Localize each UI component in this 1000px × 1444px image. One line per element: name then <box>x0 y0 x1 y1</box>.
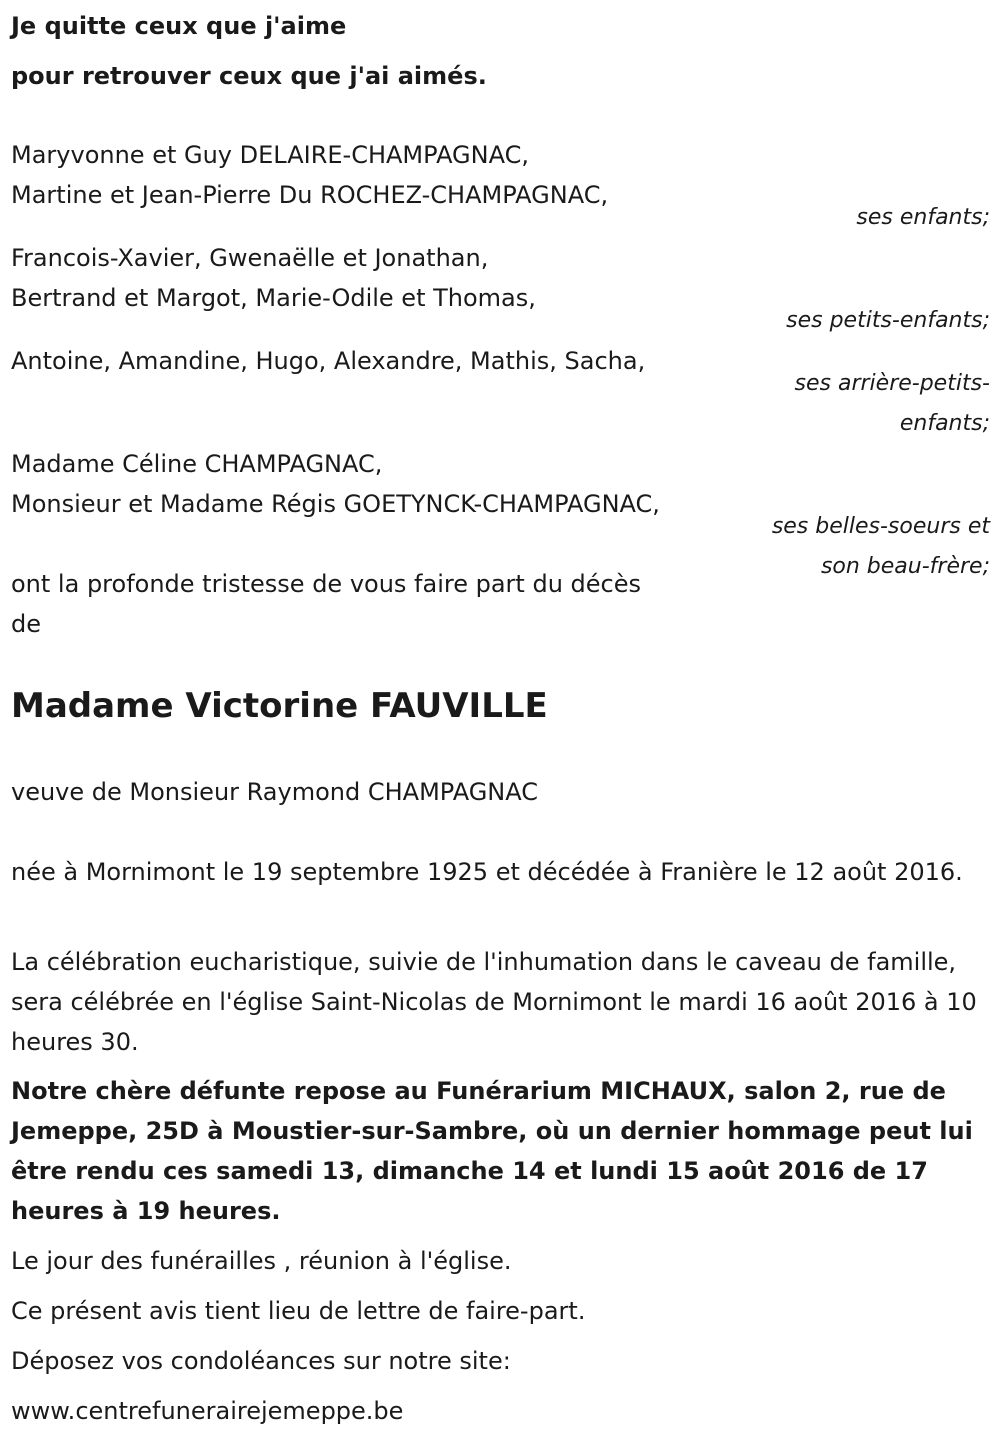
announcement-line-2: de <box>11 610 41 638</box>
children-role: ses enfants; <box>856 205 990 230</box>
in-laws-line-1: Madame Céline CHAMPAGNAC, <box>11 450 383 478</box>
great-grandchildren-role-1: ses arrière-petits- <box>794 371 990 396</box>
spouse-line: veuve de Monsieur Raymond CHAMPAGNAC <box>11 778 539 806</box>
great-grandchildren-line: Antoine, Amandine, Hugo, Alexandre, Mathis, Sacha, <box>11 347 646 375</box>
grandchildren-line-1: Francois-Xavier, Gwenaëlle et Jonathan, <box>11 244 489 272</box>
epigraph-line-2: pour retrouver ceux que j'ai aimés. <box>11 62 487 90</box>
grandchildren-line-2: Bertrand et Margot, Marie-Odile et Thomas, <box>11 284 536 312</box>
ceremony-paragraph: La célébration eucharistique, suivie de l'inhumation dans le caveau de famille, sera célébrée en l'église Saint-Nicolas de Mornimont le mardi 16 août 2016 à 10 heures 30. <box>11 948 977 1056</box>
great-grandchildren-role-2: enfants; <box>899 411 990 436</box>
children-line-1: Maryvonne et Guy DELAIRE-CHAMPAGNAC, <box>11 141 529 169</box>
in-laws-role-1: ses belles-soeurs et <box>771 514 990 539</box>
birth-death-paragraph: née à Mornimont le 19 septembre 1925 et décédée à Franière le 12 août 2016. <box>11 858 963 886</box>
in-laws-role-2: son beau-frère; <box>820 554 990 579</box>
notice-paragraph: Ce présent avis tient lieu de lettre de faire-part. <box>11 1297 586 1325</box>
epigraph-line-1: Je quitte ceux que j'aime <box>11 12 347 40</box>
children-line-2: Martine et Jean-Pierre Du ROCHEZ-CHAMPAGNAC, <box>11 181 609 209</box>
condolences-paragraph: Déposez vos condoléances sur notre site: <box>11 1347 511 1375</box>
in-laws-line-2: Monsieur et Madame Régis GOETYNCK-CHAMPAGNAC, <box>11 490 660 518</box>
meeting-paragraph: Le jour des funérailles , réunion à l'église. <box>11 1247 512 1275</box>
visitation-paragraph: Notre chère défunte repose au Funérarium MICHAUX, salon 2, rue de Jemeppe, 25D à Moustier-sur-Sambre, où un dernier hommage peut lui être rendu ces samedi 13, dimanche 14 et lundi 15 août 2016 de 17 heures à 19 heures. <box>11 1077 973 1225</box>
announcement-line-1: ont la profonde tristesse de vous faire part du décès <box>11 570 641 598</box>
deceased-name: Madame Victorine FAUVILLE <box>11 686 548 726</box>
website-link[interactable]: www.centrefunerairejemeppe.be <box>11 1397 404 1425</box>
grandchildren-role: ses petits-enfants; <box>786 308 990 333</box>
